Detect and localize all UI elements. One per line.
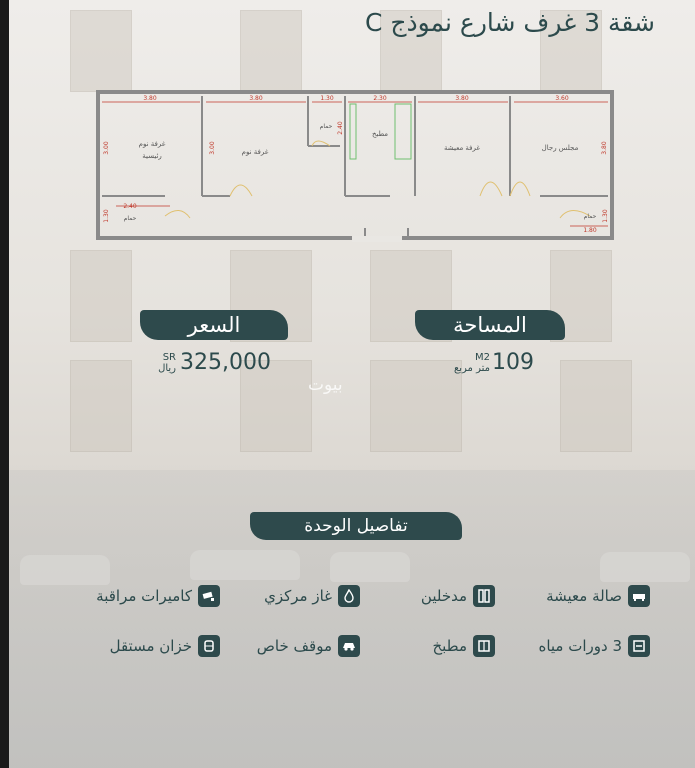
sofa-icon [628,585,650,607]
feature-kitchen [432,635,495,657]
feature-text: مدخلين [420,587,467,605]
area-label-pill [415,310,565,340]
feature-cameras [96,585,220,607]
room-living-label: غرفة معيشة [443,144,481,152]
floor-plan [90,86,620,246]
double-door-icon [473,585,495,607]
feature-water-tank [110,635,220,657]
feature-text: خزان مستقل [109,637,192,655]
feature-central-gas [264,585,360,607]
price-unit-bottom: ريال [158,363,176,374]
area-value: 109 [492,350,534,375]
price-label-pill [140,310,288,340]
left-border [0,0,9,768]
dim-label: 1.30 [602,209,609,223]
gas-flame-icon [338,585,360,607]
dim-label: 2.40 [123,203,137,210]
feature-text: 3 دورات مياه [538,637,622,655]
watermark: بيوت [308,375,343,395]
features-title: تفاصيل الوحدة [304,516,408,536]
feature-two-entrances [421,585,495,607]
area-unit-bottom: متر مربع [453,363,490,374]
feature-private-parking [257,635,360,657]
dim-label: 1.30 [103,209,110,223]
dim-label: 3.60 [555,95,569,102]
area-unit-top: M2 [475,352,490,363]
page-title: شقة 3 غرف شارع نموذج C [364,8,655,37]
dim-label: 3.80 [249,95,263,102]
feature-living-room [546,585,650,607]
room-bath3-label: حمام [583,213,597,220]
room-bed-label: غرفة نوم [241,148,269,156]
price-unit [150,352,176,374]
car-icon [338,635,360,657]
room-bath1-label: حمام [319,123,333,130]
features-title-pill [250,512,462,540]
room-bath2-label: حمام [123,215,137,222]
dim-label: 2.30 [373,95,387,102]
price-unit-top: SR [162,352,176,363]
feature-bathrooms [538,635,650,657]
dim-label: 1.30 [320,95,334,102]
room-kitchen-label: مطبخ [371,130,389,138]
feature-text: موقف خاص [256,637,332,655]
dim-label: 2.40 [337,121,344,135]
area-label: المساحة [453,313,527,337]
feature-text: غاز مركزي [264,587,332,605]
dim-label: 3.80 [455,95,469,102]
bathroom-icon [628,635,650,657]
feature-text: صالة معيشة [546,587,622,605]
room-majlis-label: مجلس رجال [541,144,579,152]
room-master-label-2: رئيسية [142,152,162,160]
dim-label: 3.00 [103,141,110,155]
dim-label: 3.80 [143,95,157,102]
price-label: السعر [187,313,241,337]
price-value: 325,000 [180,350,271,375]
dim-label: 3.80 [601,141,608,155]
kitchen-icon [473,635,495,657]
area-unit [448,352,490,374]
dim-label: 1.80 [583,227,597,234]
feature-text: كاميرات مراقبة [96,587,192,605]
camera-icon [198,585,220,607]
water-tank-icon [198,635,220,657]
room-master-label-1: غرفة نوم [138,140,166,148]
feature-text: مطبخ [432,637,467,655]
dim-label: 3.00 [209,141,216,155]
